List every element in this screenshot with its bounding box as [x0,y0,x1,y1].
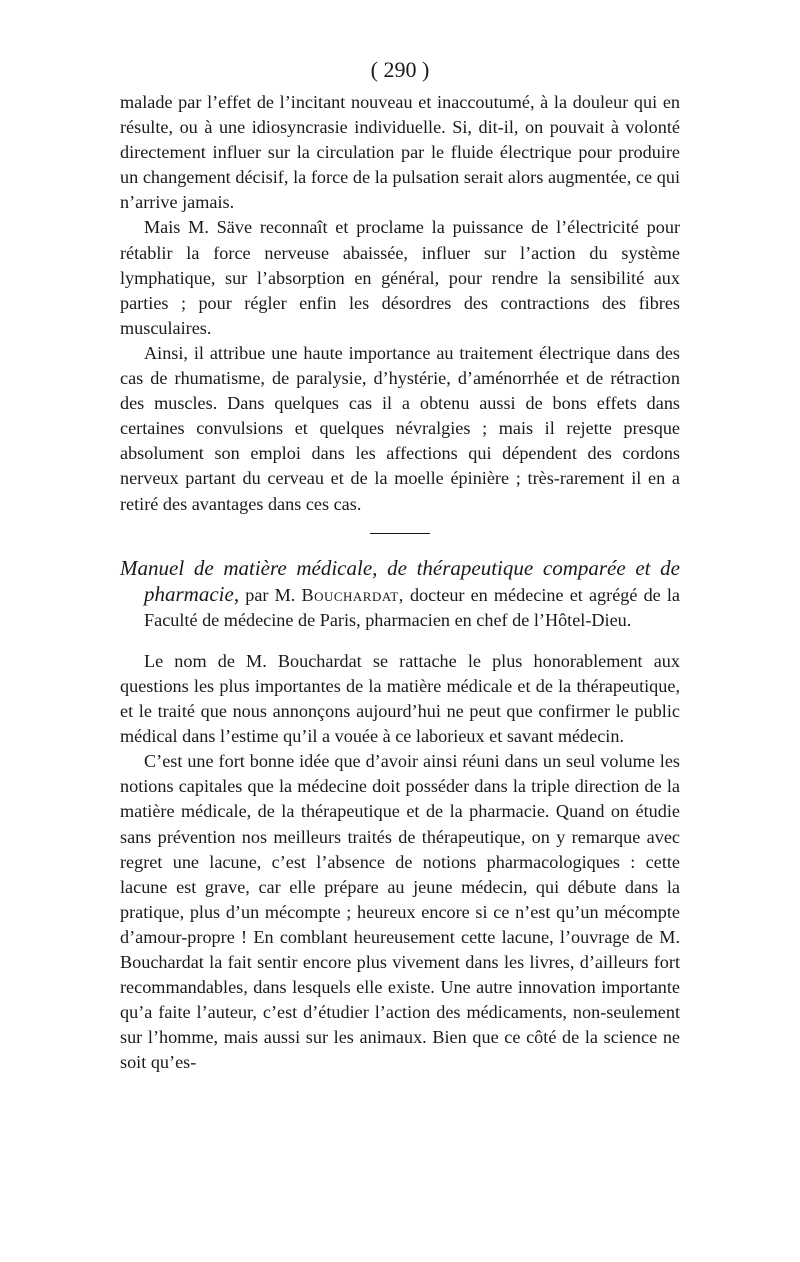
book-title: Manuel de matière médicale, de thérapeutique comparée et de pharmacie, [120,555,680,606]
book-by: par M. [245,584,296,605]
book-page [120,56,680,1075]
paragraph-book-review: C’est une fort bonne idée que d’avoir ainsi réuni dans un seul volume les notions capitales que la médecine doit posséder dans la triple direction de la matière médicale, de la thérapeutique et de la pharmacie. Quand on étudie sans prévention nos meilleurs traités de thérapeutique, on y remarque avec regret une lacune, c’est l’absence de notions pharmacologiques : cette lacune est grave, car elle prépare au jeune médecin, qui débute dans la pratique, plus d’un mécompte ; heureux encore si ce n’est qu’un mécompte d’amour-propre ! En comblant heureusement cette lacune, l’ouvrage de M. Bouchardat la fait sentir encore plus vivement dans les livres, d’ailleurs fort recommandables, dans lesquels elle existe. Une autre innovation importante qu’a faite l’auteur, c’est d’étudier l’action des médicaments, non-seulement sur l’homme, mais aussi sur les animaux. Bien que ce côté de la science ne soit qu’es- [120,751,680,1073]
paragraph-save-electricity: Mais M. Säve reconnaît et proclame la puissance de l’électricité pour rétablir la force nerveuse abaissée, influer sur l’action du système lymphatique, sur l’absorption en général, pour rendre la sensibilité aux parties ; pour régler enfin les désordres des contractions des fibres musculaires. [120,217,680,338]
section-separator [370,533,430,534]
paragraph-electric-treatment: Ainsi, il attribue une haute importance au traitement électrique dans des cas de rhumatisme, de paralysie, d’hystérie, d’aménorrhée et de rétraction des muscles. Dans quelques cas il a obtenu aussi de bons effets dans certaines convulsions et quelques névralgies ; mais il rejette presque absolument son emploi dans les affections qui dépendent des cordons nerveux partant du cerveau et de la moelle épinière ; très-rarement il en a retiré des avantages dans ces cas. [120,342,680,514]
book-author-description: docteur en médecine et agrégé de la Faculté de médecine de Paris, pharmacien en chef de l’Hôtel-Dieu. [144,584,681,630]
paragraph-bouchardat-reputation: Le nom de M. Bouchardat se rattache le plus honorablement aux questions les plus importantes de la matière médicale et de la thérapeutique, et le traité que nous annonçons aujourd’hui ne peut que confirmer le public médical dans l’estime qu’il a vouée à ce laborieux et savant médecin. [120,650,680,747]
paragraph-continuation: malade par l’effet de l’incitant nouveau et inaccoutumé, à la douleur qui en résulte, ou à une idiosyncrasie individuelle. Si, dit-il, on pouvait à volonté directement influer sur la circulation par le fluide électrique pour produire un changement décisif, la force de la pulsation serait alors augmentée, ce qui n’arrive jamais. [120,92,680,213]
book-review-heading [120,556,680,633]
book-author: Bouchardat, [301,584,404,605]
page-number: ( 290 ) [370,57,430,82]
